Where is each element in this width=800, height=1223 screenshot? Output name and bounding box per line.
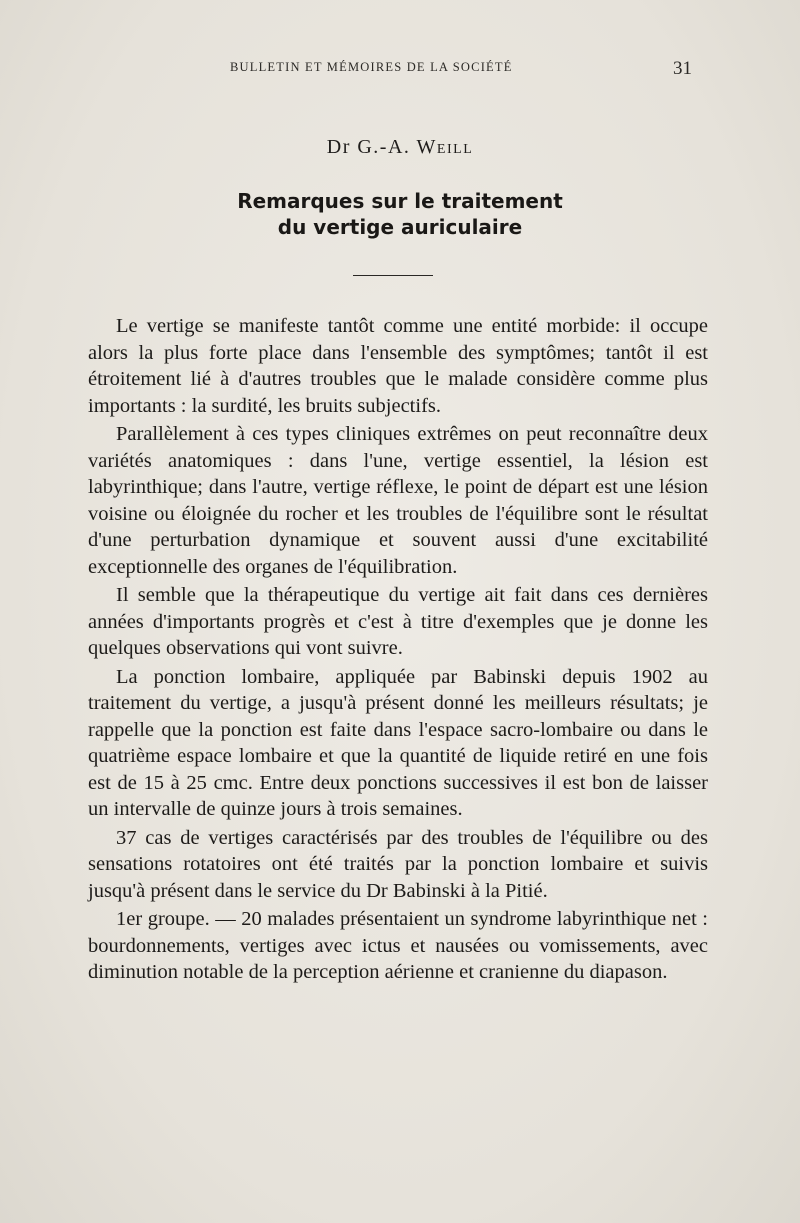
article-title <box>0 188 800 240</box>
page-number: 31 <box>673 58 692 79</box>
author-prefix: Dr <box>326 136 351 158</box>
title-line-2: du vertige auriculaire <box>277 215 523 239</box>
paragraph: Parallèlement à ces types cliniques extrêmes on peut reconnaître deux variétés anatomiques : dans l'une, vertige essentiel, la lésion est labyrinthique; dans l'autre, vertige réflexe, le point de départ est une lésion voisine ou éloignée du rocher et les troubles de l'équilibre sont le résultat d'une perturbation dynamique et souvent aussi d'une excitabilité exceptionnelle des organes de l'équilibration. <box>88 423 708 578</box>
paragraph: 37 cas de vertiges caractérisés par des troubles de l'équilibre ou des sensations rotatoires ont été traités par la ponction lombaire et suivis jusqu'à présent dans le service du Dr Babinski à la Pitié. <box>88 826 708 902</box>
paragraph: Le vertige se manifeste tantôt comme une entité morbide: il occupe alors la plus forte place dans l'ensemble des symptômes; tantôt il est étroitement lié à d'autres troubles que le malade considère comme plus importants : la surdité, les bruits subjectifs. <box>88 315 708 417</box>
title-line-1: Remarques sur le traitement <box>237 189 563 213</box>
paragraph: 1er groupe. — 20 malades présentaient un syndrome labyrinthique net : bourdonnements, vertiges avec ictus et nausées ou vomissements, avec diminution notable de la perception aérienne et cranienne du diapason. <box>88 908 708 983</box>
title-divider <box>353 275 433 276</box>
article-body <box>88 313 708 986</box>
paragraph: Il semble que la thérapeutique du vertige ait fait dans ces dernières années d'importants progrès et c'est à titre d'exemples que je donne les quelques observations qui vont suivre. <box>88 584 708 659</box>
paragraph: La ponction lombaire, appliquée par Babinski depuis 1902 au traitement du vertige, a jusqu'à présent donné les meilleurs résultats; je rappelle que la ponction est faite dans l'espace sacro-lombaire ou dans le quatrième espace lombaire et que la quantité de liquide retiré en une fois est de 15 à 25 cmc. Entre deux ponctions successives il est bon de laisser un intervalle de quinze jours à trois semaines. <box>88 665 708 820</box>
running-header: BULLETIN ET MÉMOIRES DE LA SOCIÉTÉ <box>230 60 513 74</box>
author-name: G.-A. Weill <box>357 136 474 158</box>
author-line <box>0 136 800 159</box>
